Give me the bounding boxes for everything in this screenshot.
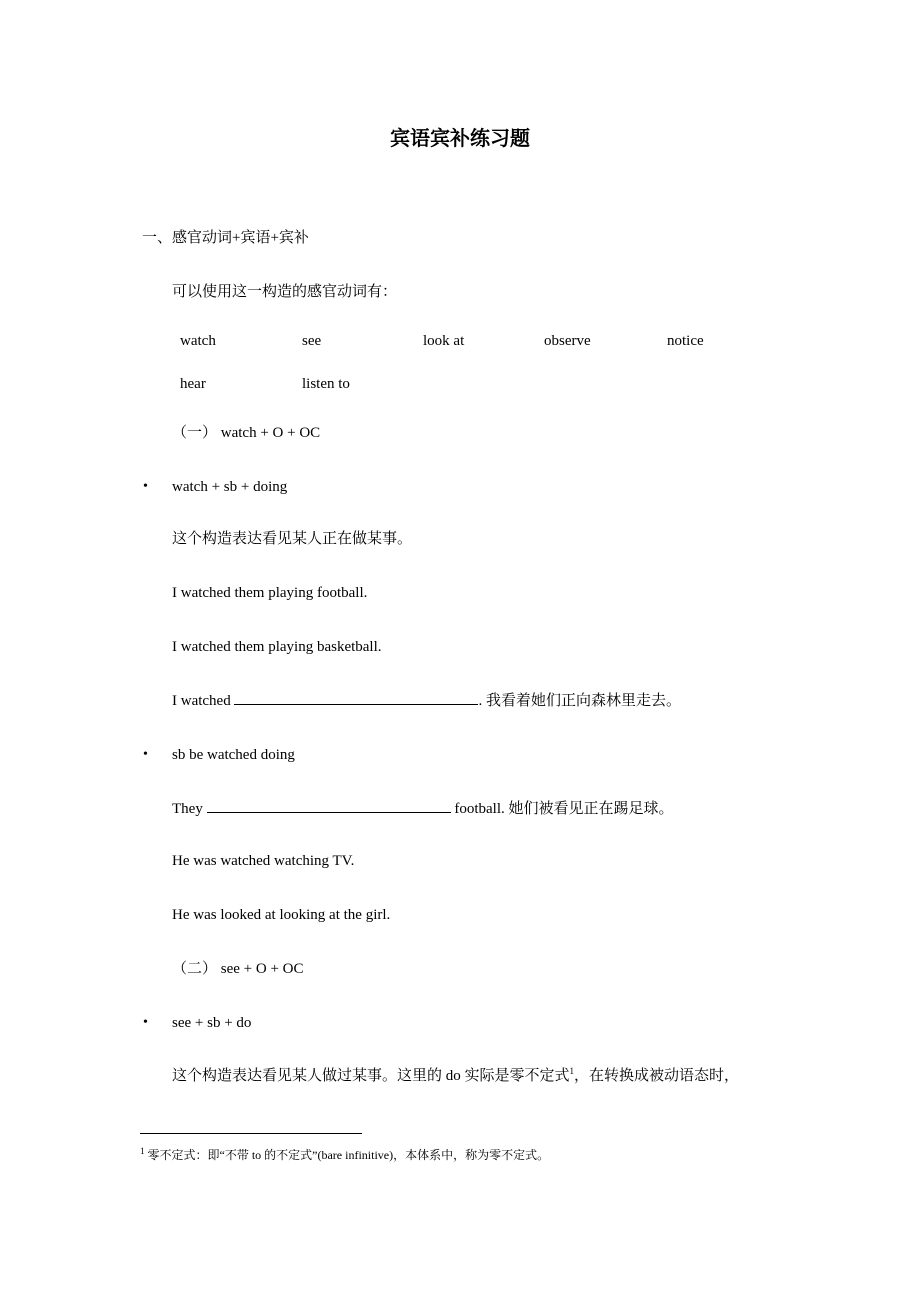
explanation-part-a: 这个构造表达看见某人做过某事。这里的 do 实际是零不定式 <box>172 1068 570 1084</box>
bullet-label: sb be watched doing <box>172 747 295 763</box>
footnote <box>140 1146 549 1163</box>
explanation-text <box>172 1066 739 1086</box>
footnote-text: 零不定式：即“不带 to 的不定式”(bare infinitive)，本体系中，称为零不定式。 <box>147 1148 550 1162</box>
example-sentence: He was looked at looking at the girl. <box>172 907 391 923</box>
verb-look-at: look at <box>423 333 465 349</box>
footnote-number: 1 <box>140 1146 145 1156</box>
verb-listen-to: listen to <box>302 376 350 392</box>
example-sentence: I watched them playing football. <box>172 585 368 601</box>
fill-in-sentence <box>172 798 674 819</box>
explanation-part-b: ，在转换成被动语态时， <box>574 1068 740 1084</box>
fill-suffix: football. 她们被看见正在踢足球。 <box>454 801 674 817</box>
answer-blank[interactable] <box>207 798 451 813</box>
verb-hear: hear <box>180 376 206 392</box>
fill-prefix: I watched <box>172 693 231 709</box>
bullet-marker: • <box>143 1015 148 1030</box>
verb-watch: watch <box>180 333 216 349</box>
section-intro: 可以使用这一构造的感官动词有： <box>172 284 398 300</box>
verb-observe: observe <box>544 333 591 349</box>
fill-in-sentence <box>172 690 681 711</box>
bullet-label: watch + sb + doing <box>172 479 288 495</box>
example-sentence: I watched them playing basketball. <box>172 639 382 655</box>
fill-prefix: They <box>172 801 203 817</box>
example-sentence: He was watched watching TV. <box>172 853 355 869</box>
bullet-marker: • <box>143 747 148 762</box>
answer-blank[interactable] <box>234 690 478 705</box>
footnote-divider <box>140 1133 362 1134</box>
bullet-label: see + sb + do <box>172 1015 252 1031</box>
verb-see: see <box>302 333 322 349</box>
explanation-text: 这个构造表达看见某人正在做某事。 <box>172 531 413 547</box>
subsection-heading: （二） see + O + OC <box>172 961 304 977</box>
section-heading: 一、感官动词+宾语+宾补 <box>142 230 309 246</box>
page-title: 宾语宾补练习题 <box>390 128 530 150</box>
bullet-marker: • <box>143 479 148 494</box>
fill-suffix: . 我看着她们正向森林里走去。 <box>478 693 681 709</box>
verb-notice: notice <box>667 333 704 349</box>
footnote-ref[interactable]: 1 <box>569 1066 575 1076</box>
subsection-heading: （一） watch + O + OC <box>172 425 321 441</box>
